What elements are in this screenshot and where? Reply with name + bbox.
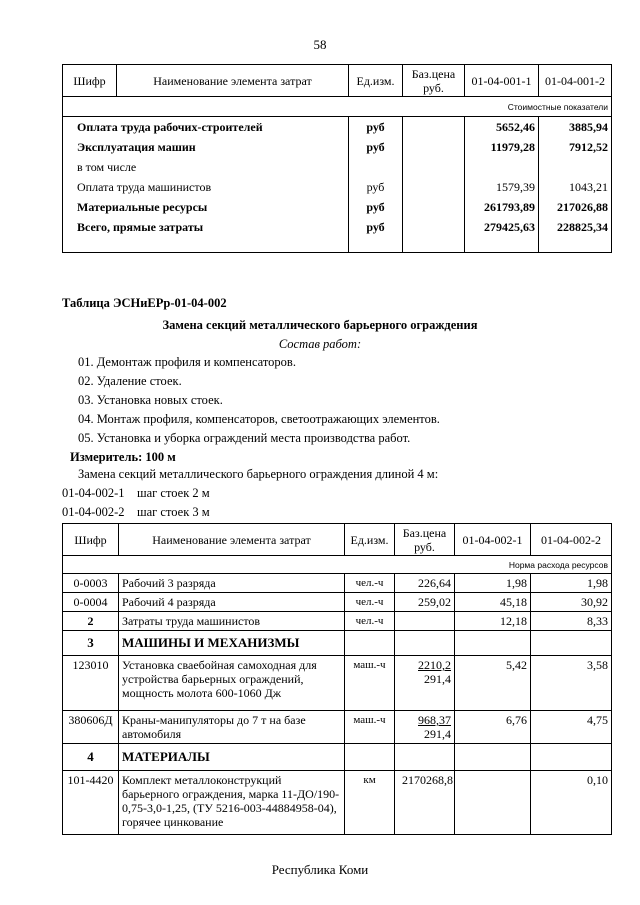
- footer-region: Республика Коми: [271, 862, 369, 877]
- row-value-2: 8,33: [531, 612, 612, 631]
- row-value-2: 30,92: [531, 593, 612, 612]
- table-row: [63, 137, 612, 157]
- row-unit: руб: [349, 197, 403, 218]
- work-item: 04. Монтаж профиля, компенсаторов, светоотражающих элементов.: [78, 412, 440, 426]
- row-value-1: 45,18: [455, 593, 531, 612]
- row-name: Установка сваебойная самоходная для устройства барьерных ограждений, мощность молота 600-1060 Дж: [119, 656, 345, 711]
- works-title: Состав работ:: [278, 337, 362, 351]
- row-unit: км: [345, 771, 395, 835]
- row-name: Материальные ресурсы: [63, 197, 349, 218]
- header-code: Шифр: [63, 524, 119, 556]
- table-row: [63, 117, 612, 137]
- row-unit: руб: [349, 177, 403, 197]
- row-value-2: 0,10: [531, 771, 612, 835]
- row-value-1: [455, 771, 531, 835]
- row-value-2: 1043,21: [539, 177, 612, 197]
- table-row: [63, 593, 612, 612]
- section-name: МАШИНЫ И МЕХАНИЗМЫ: [119, 631, 345, 656]
- row-price: 259,02: [395, 593, 455, 612]
- row-name: Рабочий 3 разряда: [119, 574, 345, 593]
- subheader-row: [63, 556, 612, 574]
- row-value-2: 228825,34: [539, 218, 612, 253]
- work-item: 01. Демонтаж профиля и компенсаторов.: [78, 355, 296, 369]
- row-unit: маш.-ч: [345, 656, 395, 711]
- table-row: [63, 574, 612, 593]
- header-col-2: 01-04-002-2: [531, 524, 612, 556]
- row-code: 123010: [63, 656, 119, 711]
- subheader: Норма расхода ресурсов: [63, 556, 612, 574]
- row-unit: чел.-ч: [345, 612, 395, 631]
- variant-code: 01-04-002-1: [62, 486, 125, 500]
- row-value-1: 1,98: [455, 574, 531, 593]
- header-col-2: 01-04-001-2: [539, 65, 612, 97]
- header-base-price: Баз.цена руб.: [395, 524, 455, 556]
- row-value-1: 279425,63: [465, 218, 539, 253]
- row-name: Рабочий 4 разряда: [119, 593, 345, 612]
- table-row: [63, 197, 612, 218]
- row-unit: руб: [349, 137, 403, 157]
- header-unit: Ед.изм.: [345, 524, 395, 556]
- row-name: Затраты труда машинистов: [119, 612, 345, 631]
- row-name: Эксплуатация машин: [63, 137, 349, 157]
- row-value-2: 3,58: [531, 656, 612, 711]
- row-unit: маш.-ч: [345, 711, 395, 744]
- table-row: [63, 612, 612, 631]
- table-row: [63, 711, 612, 744]
- section-row: [63, 631, 612, 656]
- table-header-row: [63, 524, 612, 556]
- row-price: 968,37: [418, 713, 451, 727]
- row-value-1: 6,76: [455, 711, 531, 744]
- row-name: Всего, прямые затраты: [63, 218, 349, 253]
- row-value-2: 217026,88: [539, 197, 612, 218]
- row-value-1: 5652,46: [465, 117, 539, 137]
- table-row: [63, 157, 612, 177]
- row-value-2: 4,75: [531, 711, 612, 744]
- row-price: 2170268,8: [395, 771, 455, 835]
- row-code: 0-0003: [63, 574, 119, 593]
- row-name: Комплект металлоконструкций барьерного ограждения, марка 11-ДО/190-0,75-3,0-1,25, (ТУ 5216-003-44884958-04), горячее цинкование: [119, 771, 345, 835]
- row-value-1: 261793,89: [465, 197, 539, 218]
- row-unit: руб: [349, 218, 403, 253]
- header-base-price: Баз.цена руб.: [403, 65, 465, 97]
- variant-text: шаг стоек 3 м: [137, 505, 210, 519]
- row-value-2: 7912,52: [539, 137, 612, 157]
- row-name: Краны-манипуляторы до 7 т на базе автомобиля: [119, 711, 345, 744]
- row-code: 0-0004: [63, 593, 119, 612]
- table-row: [63, 177, 612, 197]
- work-item: 03. Установка новых стоек.: [78, 393, 223, 407]
- work-item: 02. Удаление стоек.: [78, 374, 182, 388]
- row-price: 226,64: [395, 574, 455, 593]
- row-name: в том числе: [63, 157, 349, 177]
- resource-table: [62, 523, 612, 835]
- header-name: Наименование элемента затрат: [117, 65, 349, 97]
- section-code: 4: [63, 744, 119, 771]
- section-name: МАТЕРИАЛЫ: [119, 744, 345, 771]
- header-name: Наименование элемента затрат: [119, 524, 345, 556]
- row-value-1: 5,42: [455, 656, 531, 711]
- table-label: Таблица ЭСНиЕРр-01-04-002: [62, 296, 227, 310]
- header-code: Шифр: [63, 65, 117, 97]
- header-col-1: 01-04-002-1: [455, 524, 531, 556]
- table-row: [63, 218, 612, 253]
- row-name: Оплата труда машинистов: [63, 177, 349, 197]
- description: Замена секций металлического барьерного ограждения длиной 4 м:: [78, 467, 439, 481]
- meter: Измеритель: 100 м: [70, 450, 176, 464]
- row-unit: руб: [349, 117, 403, 137]
- section-code: 3: [63, 631, 119, 656]
- row-unit: чел.-ч: [345, 574, 395, 593]
- variant-text: шаг стоек 2 м: [137, 486, 210, 500]
- row-code: 380606Д: [63, 711, 119, 744]
- row-name: Оплата труда рабочих-строителей: [63, 117, 349, 137]
- table-row: [63, 656, 612, 711]
- row-value-1: 11979,28: [465, 137, 539, 157]
- header-col-1: 01-04-001-1: [465, 65, 539, 97]
- row-price-machinist: 291,4: [424, 672, 451, 686]
- subheader-row: [63, 97, 612, 117]
- row-value-2: 3885,94: [539, 117, 612, 137]
- work-item: 05. Установка и уборка ограждений места производства работ.: [78, 431, 411, 445]
- section-row: [63, 744, 612, 771]
- row-price: 2210,2: [418, 658, 451, 672]
- subheader: Стоимостные показатели: [63, 97, 612, 117]
- row-value-2: 1,98: [531, 574, 612, 593]
- table-header-row: [63, 65, 612, 97]
- row-unit: чел.-ч: [345, 593, 395, 612]
- page-number: 58: [313, 37, 327, 52]
- header-unit: Ед.изм.: [349, 65, 403, 97]
- row-code: 101-4420: [63, 771, 119, 835]
- table-row: [63, 771, 612, 835]
- row-price-machinist: 291,4: [424, 727, 451, 741]
- variant-code: 01-04-002-2: [62, 505, 125, 519]
- section-title: Замена секций металлического барьерного ограждения: [162, 318, 478, 332]
- row-code: 2: [63, 612, 119, 631]
- cost-table: [62, 64, 612, 253]
- row-value-1: 12,18: [455, 612, 531, 631]
- row-value-1: 1579,39: [465, 177, 539, 197]
